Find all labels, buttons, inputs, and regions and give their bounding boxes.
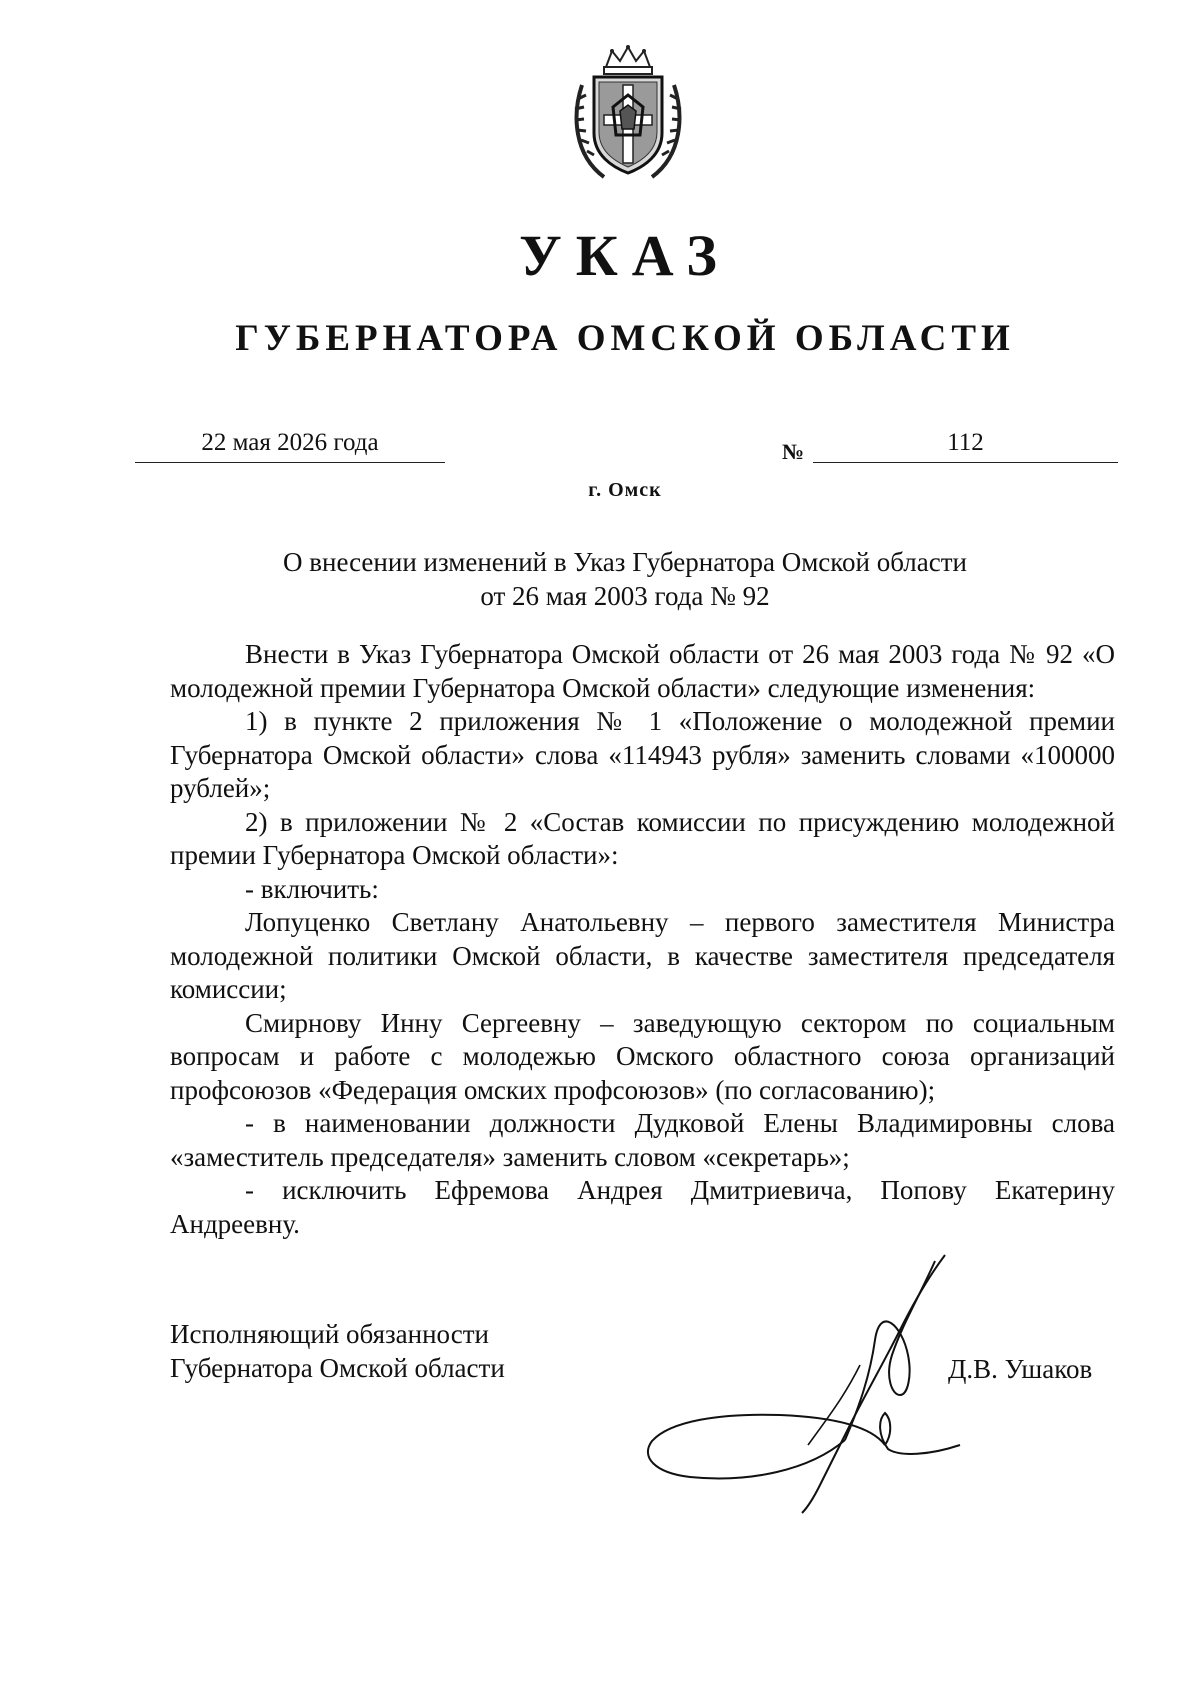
signatory-position	[170, 1318, 590, 1385]
document-subtitle: ГУБЕРНАТОРА ОМСКОЙ ОБЛАСТИ	[235, 318, 1015, 359]
decree-city: г. Омск	[588, 479, 662, 501]
body-paragraph: - исключить Ефремова Андрея Дмитриевича, Попову Екатерину Андреевну.	[170, 1175, 1115, 1239]
signatory-position-line-1: Исполняющий обязанности	[170, 1319, 489, 1349]
body-paragraph: Внести в Указ Губернатора Омской области от 26 мая 2003 года № 92 «О молодежной премии Губернатора Омской области» следующие изменения:	[170, 639, 1115, 703]
body-paragraph: Лопуценко Светлану Анатольевну – первого заместителя Министра молодежной политики Омской области, в качестве заместителя председателя комиссии;	[170, 907, 1115, 1004]
decree-subject	[200, 545, 1050, 613]
body-paragraph: Смирнову Инну Сергеевну – заведующую сектором по социальным вопросам и работе с молодежью Омского областного союза организаций профсоюзов «Федерация омских профсоюзов» (по согласованию);	[170, 1007, 1115, 1105]
subject-line-2: от 26 мая 2003 года № 92	[480, 581, 770, 611]
decree-number: 112	[813, 426, 1118, 463]
document-title: УКАЗ	[519, 223, 731, 288]
number-sign: №	[782, 439, 805, 464]
signatory-position-line-2: Губернатора Омской области	[170, 1352, 505, 1383]
signatory-name: Д.В. Ушаков	[948, 1354, 1093, 1384]
coat-of-arms-icon	[568, 45, 688, 183]
decree-body	[170, 638, 1115, 1241]
body-paragraph: - включить:	[245, 873, 379, 904]
handwritten-signature-icon	[630, 1245, 980, 1515]
body-paragraph: 1) в пункте 2 приложения № 1 «Положение о молодежной премии Губернатора Омской области» слова «114943 рубля» заменить словами «100000 рублей»;	[170, 706, 1115, 803]
decree-date: 22 мая 2026 года	[135, 426, 445, 463]
body-paragraph: - в наименовании должности Дудковой Елены Владимировны слова «заместитель председателя» заменить словом «секретарь»;	[170, 1108, 1115, 1172]
body-paragraph: 2) в приложении № 2 «Состав комиссии по присуждению молодежной премии Губернатора Омской области»:	[170, 806, 1115, 870]
subject-line-1: О внесении изменений в Указ Губернатора Омской области	[283, 547, 967, 577]
